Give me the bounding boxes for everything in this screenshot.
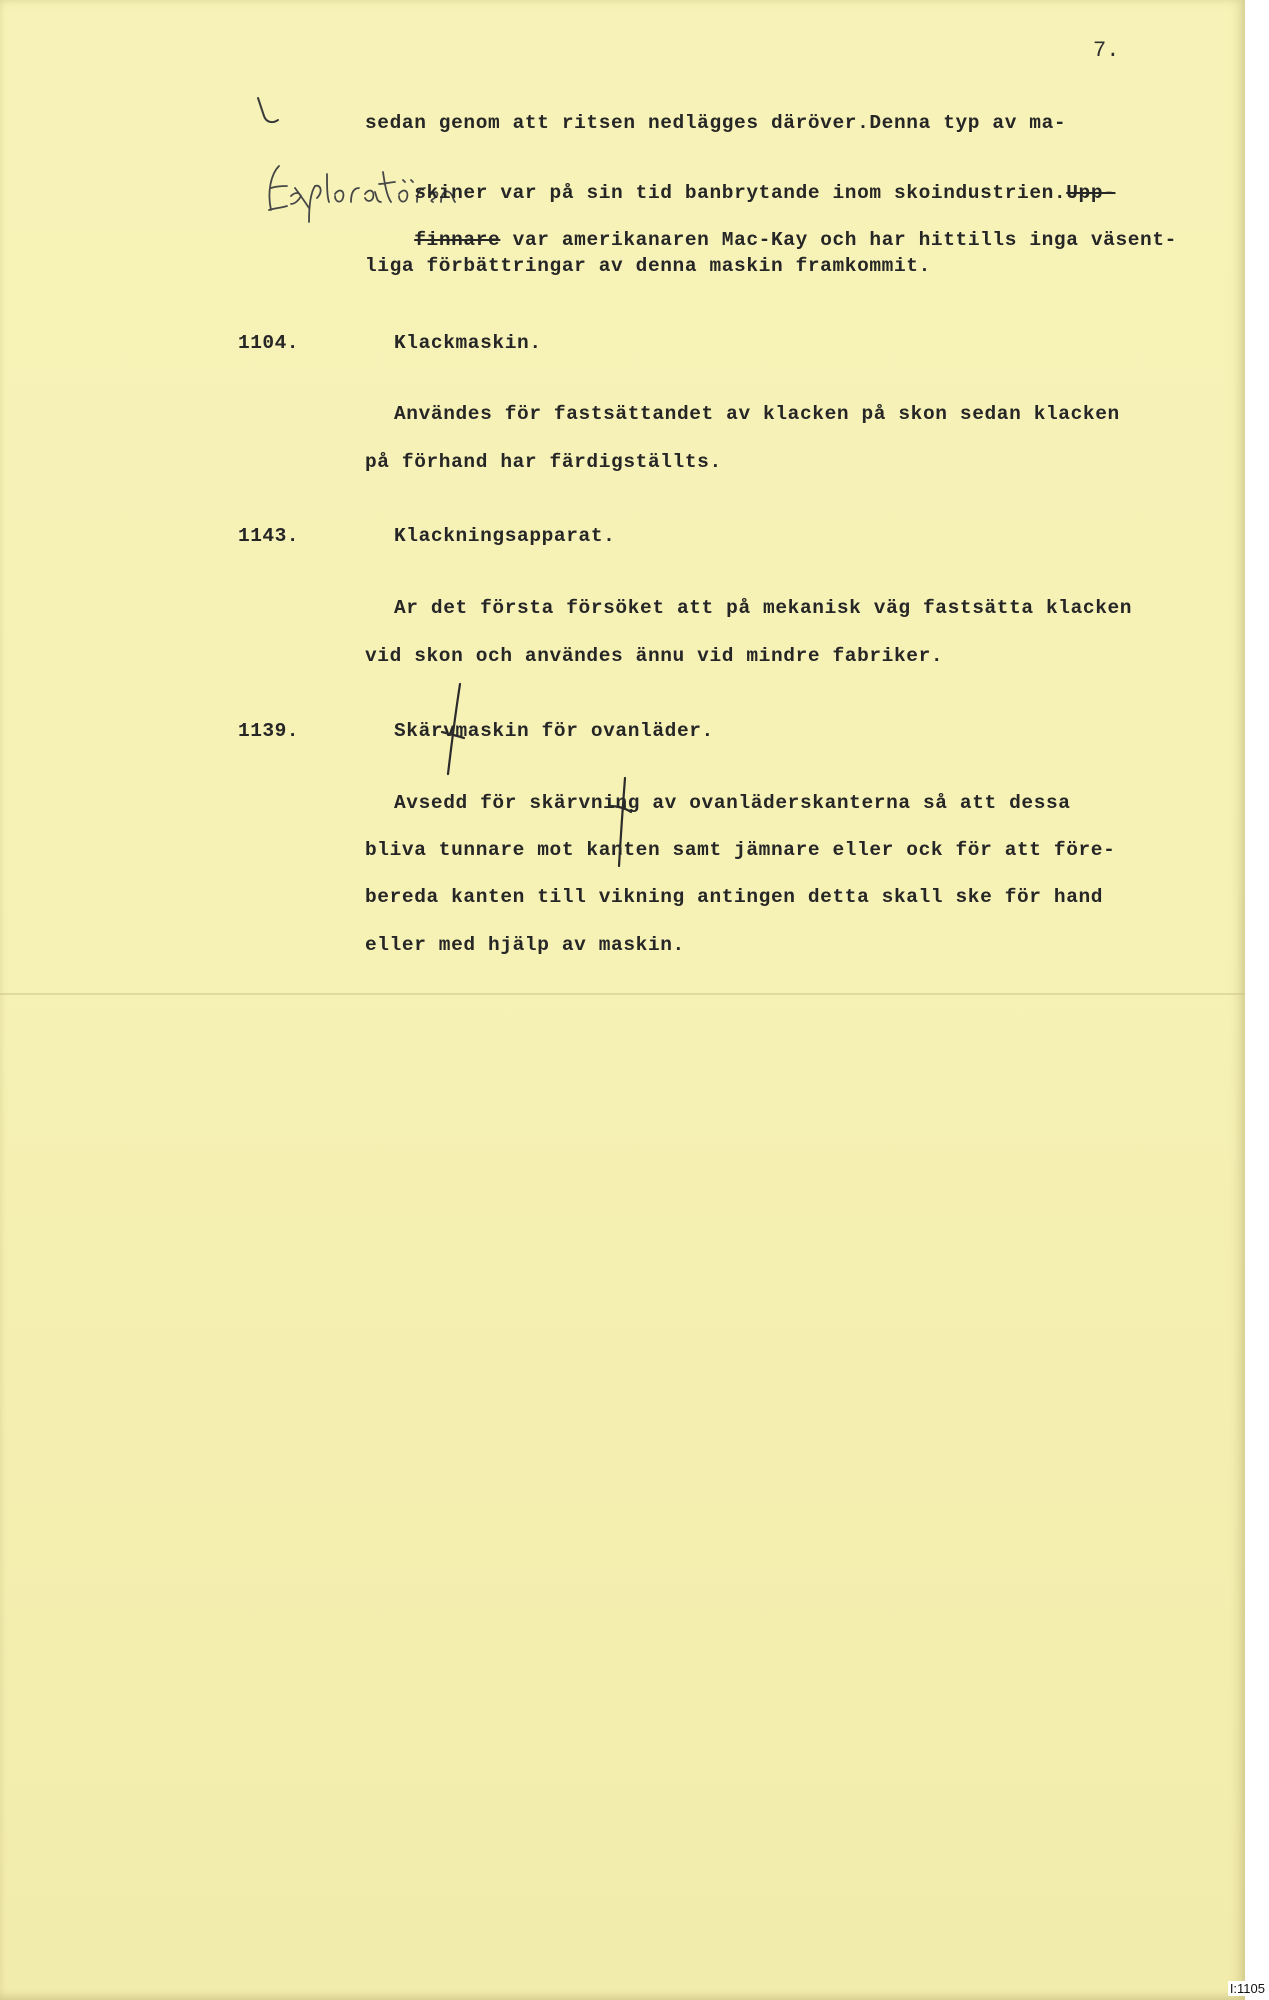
text-line: vid skon och användes ännu vid mindre fabriker. <box>365 645 944 667</box>
text-line: Avsedd för skärvning av ovanläderskanterna så att dessa <box>394 792 1071 814</box>
text-line: eller med hjälp av maskin. <box>365 934 685 956</box>
section-number: 1104. <box>238 332 300 354</box>
paper-fold <box>0 993 1245 995</box>
text-line: sedan genom att ritsen nedlägges däröver.Denna typ av ma- <box>365 112 1067 134</box>
text-line: Användes för fastsättandet av klacken på skon sedan klacken <box>394 403 1120 425</box>
text-line-content: skiner var på sin tid banbrytande inom skoindustrien. <box>414 182 1067 204</box>
section-number: 1139. <box>238 720 300 742</box>
text-line: bliva tunnare mot kanten samt jämnare eller ock för att före- <box>365 839 1116 861</box>
struck-word: Upp- <box>1066 182 1116 204</box>
scan-border <box>1245 0 1269 2000</box>
text-line-content: var amerikanaren Mac-Kay och har hittills inga väsent- <box>500 229 1177 251</box>
pen-correction-mark <box>605 770 635 870</box>
section-number: 1143. <box>238 525 300 547</box>
section-heading: Skärvmaskin för ovanläder. <box>394 720 714 742</box>
text-line: liga förbättringar av denna maskin framkommit. <box>365 255 931 277</box>
section-heading: Klackmaskin. <box>394 332 542 354</box>
text-line: bereda kanten till vikning antingen detta skall ske för hand <box>365 886 1104 908</box>
page-number: 7. <box>1093 38 1120 63</box>
section-heading: Klackningsapparat. <box>394 525 616 547</box>
pen-correction-mark <box>438 680 468 780</box>
text-line: på förhand har färdigställts. <box>365 451 722 473</box>
text-line: Ar det första försöket att på mekanisk väg fastsätta klacken <box>394 597 1133 619</box>
catalog-number: I:1105 <box>1229 1981 1265 1996</box>
margin-note-mark <box>248 94 288 134</box>
struck-word: finnare <box>414 229 501 251</box>
